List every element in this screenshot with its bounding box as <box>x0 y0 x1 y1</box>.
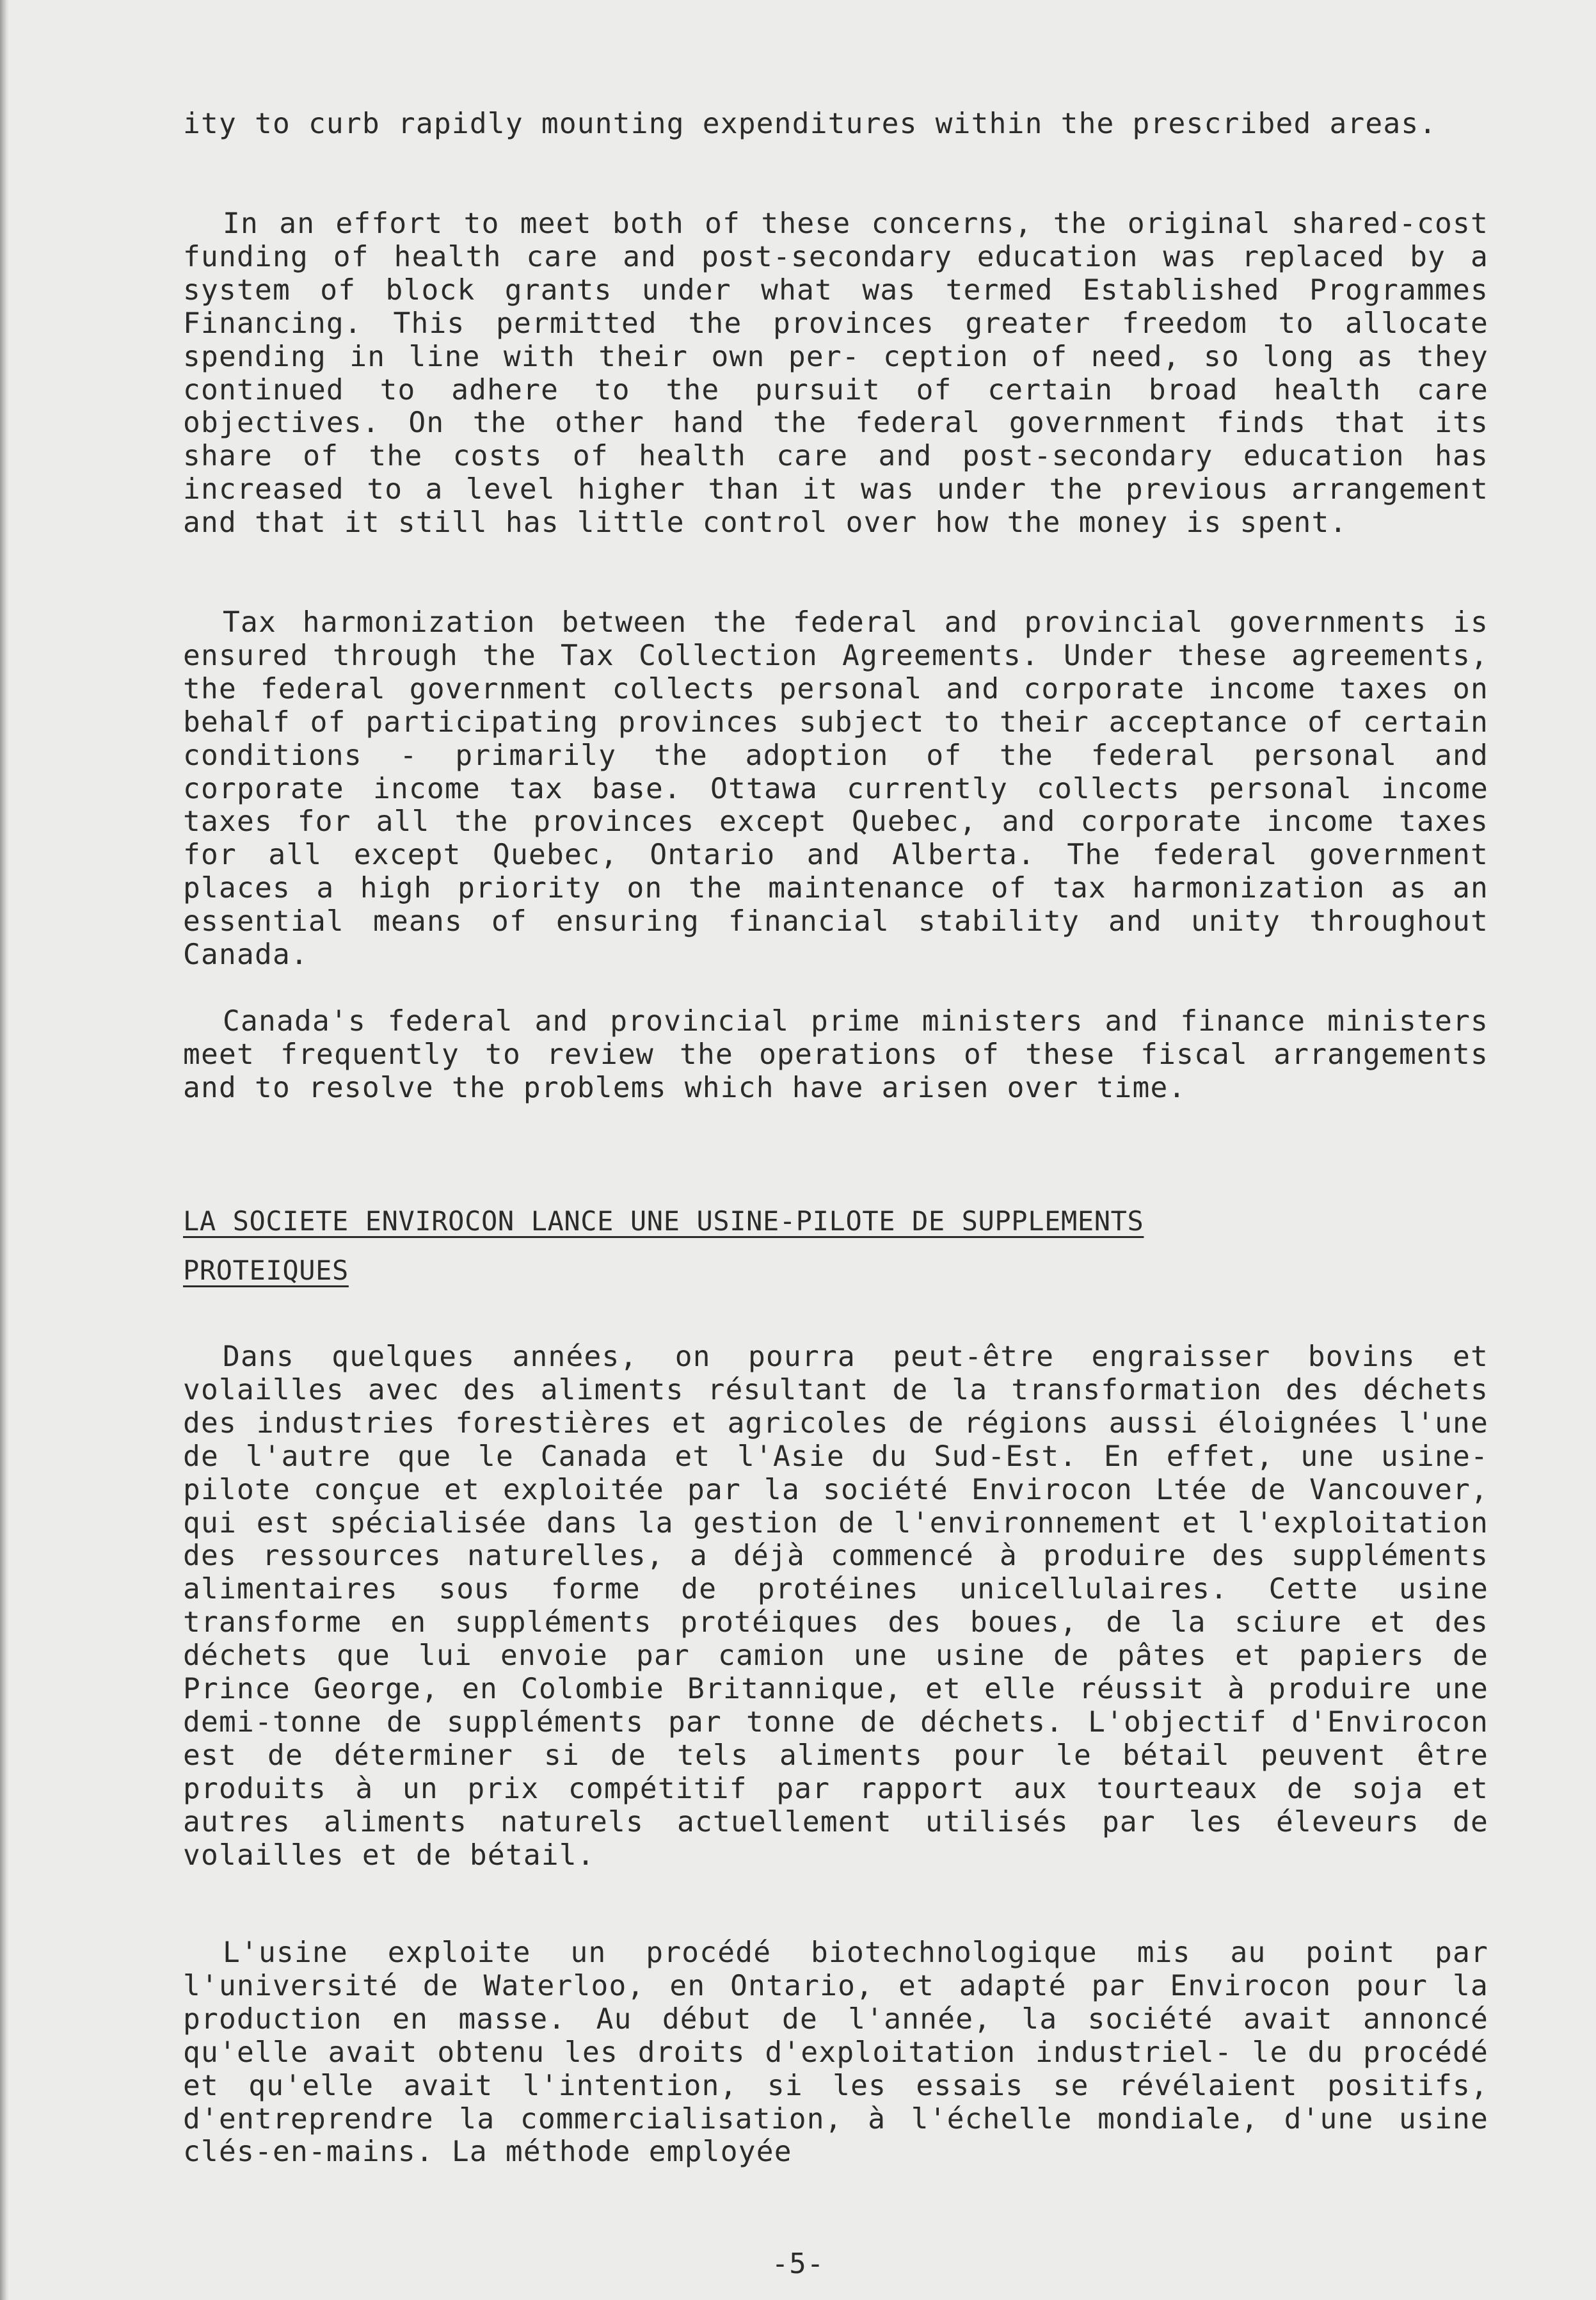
paragraph-ministers-meetings: Canada's federal and provincial prime ministers and finance ministers meet frequently to review the operations of these fiscal arrangements and to resolve the problems which have arisen over time. <box>183 1005 1488 1104</box>
paragraph-tax-harmonization: Tax harmonization between the federal and provincial governments is ensured through the Tax Collection Agreements. Under these agreements, the federal government collects personal and corporate income taxes on behalf of participating provinces subject to their acceptance of certain conditions - primarily the adoption of the federal personal and corporate income tax base. Ottawa currently collects personal income taxes for all the provinces except Quebec, and corporate income taxes for all except Quebec, Ontario and Alberta. The federal government places a high priority on the maintenance of tax harmonization as an essential means of ensuring financial stability and unity throughout Canada. <box>183 606 1488 972</box>
section-heading-line-2: PROTEIQUES <box>183 1255 349 1286</box>
section-heading-line-1: LA SOCIETE ENVIROCON LANCE UNE USINE-PILOTE DE SUPPLEMENTS <box>183 1205 1144 1237</box>
page-number: -5- <box>771 2248 825 2280</box>
paragraph-procede-biotechnologique: L'usine exploite un procédé biotechnologique mis au point par l'université de Waterloo, en Ontario, et adapté par Envirocon pour la production en masse. Au début de l'année, la société avait annoncé qu'elle avait obtenu les droits d'exploitation industriel- le du procédé et qu'elle avait l'intention, si les essais se révélaient positifs, d'entreprendre la commercialisation, à l'échelle mondiale, d'une usine clés-en-mains. La méthode employée <box>183 1936 1488 2169</box>
paragraph-continued: ity to curb rapidly mounting expenditures within the prescribed areas. <box>183 108 1437 140</box>
paragraph-established-programmes-financing: In an effort to meet both of these concerns, the original shared-cost funding of health care and post-secondary education was replaced by a system of block grants under what was termed Established Programmes Financing. This permitted the provinces greater freedom to allocate spending in line with their own per- ception of need, so long as they continued to adhere to the pursuit of certain broad health care objectives. On the other hand the federal government finds that its share of the costs of health care and post-secondary education has increased to a level higher than it was under the previous arrangement and that it still has little control over how the money is spent. <box>183 207 1488 540</box>
page-edge-shadow <box>0 0 9 2300</box>
paragraph-envirocon-usine-pilote: Dans quelques années, on pourra peut-être engraisser bovins et volailles avec des aliments résultant de la transformation des déchets des industries forestières et agricoles de régions aussi éloignées l'une de l'autre que le Canada et l'Asie du Sud-Est. En effet, une usine-pilote conçue et exploitée par la société Envirocon Ltée de Vancouver, qui est spécialisée dans la gestion de l'environnement et l'exploitation des ressources naturelles, a déjà commencé à produire des suppléments alimentaires sous forme de protéines unicellulaires. Cette usine transforme en suppléments protéiques des boues, de la sciure et des déchets que lui envoie par camion une usine de pâtes et papiers de Prince George, en Colombie Britannique, et elle réussit à produire une demi-tonne de suppléments par tonne de déchets. L'objectif d'Envirocon est de déterminer si de tels aliments pour le bétail peuvent être produits à un prix compétitif par rapport aux tourteaux de soja et autres aliments naturels actuellement utilisés par les éleveurs de volailles et de bétail. <box>183 1340 1488 1872</box>
